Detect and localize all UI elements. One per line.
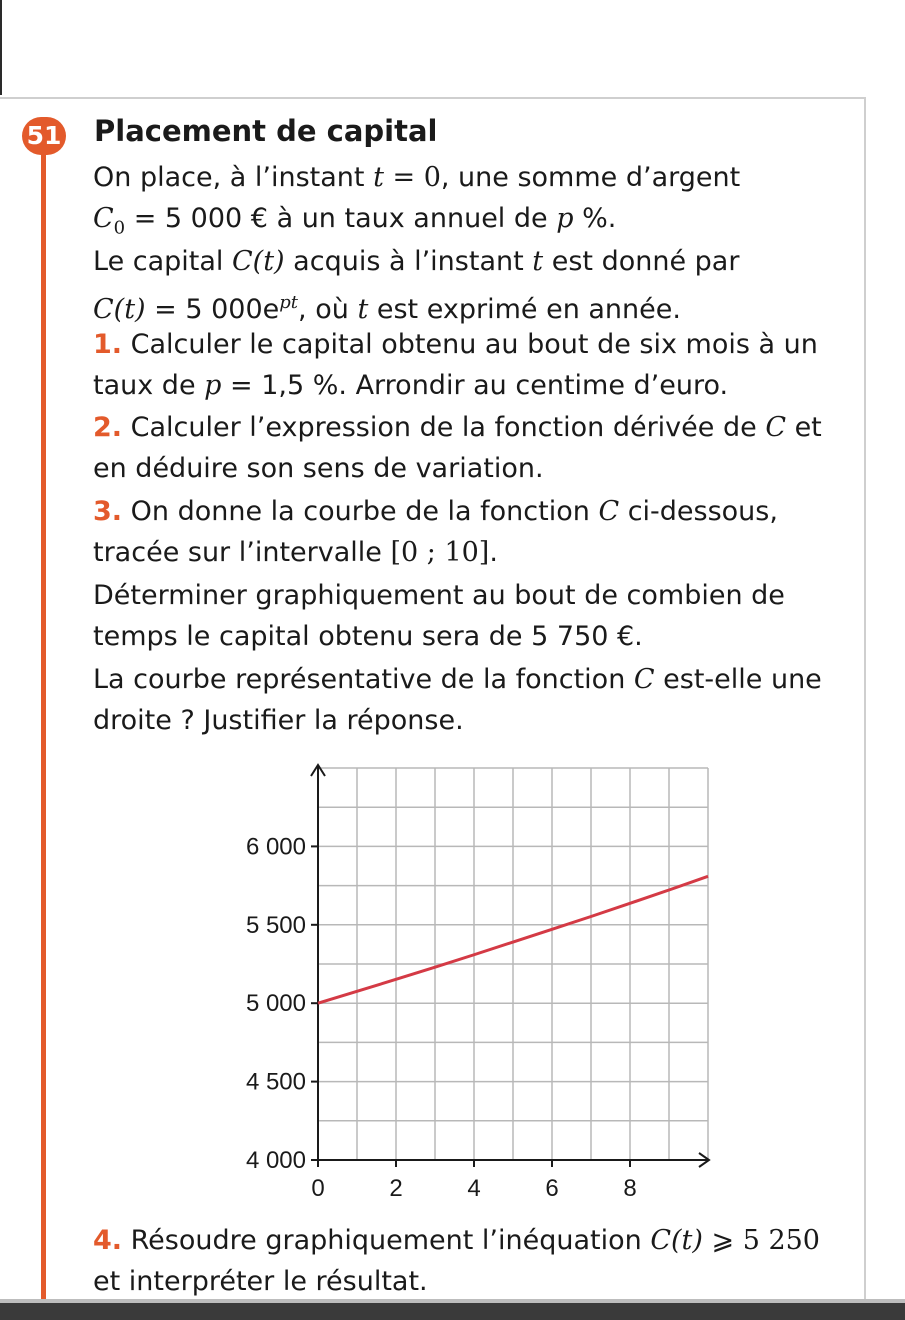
exercise-number-badge: 51 [22,117,66,155]
question-3-line-2 [93,535,498,571]
question-3-line-6 [93,703,464,739]
y-tick-label: 4 500 [245,1068,306,1096]
text-span: . [489,537,498,568]
math-t: t [532,246,544,277]
text-span: Calculer le capital obtenu au bout de six mois à un [122,329,818,360]
text-span: taux de [93,370,205,401]
text-span: acquis à l’instant [284,246,533,277]
question-1-line-1 [93,327,818,363]
text-line-4 [93,285,681,328]
chart-x-ticks [311,1160,636,1202]
chart-grid [318,768,708,1160]
frame-top-line [0,97,866,99]
question-2-line-1 [93,410,822,446]
text-span: est donné par [543,246,740,277]
question-4-line-1 [93,1223,820,1259]
x-tick-label: 6 [545,1175,559,1202]
math-sup: pt [279,292,299,313]
question-4-line-2 [93,1264,428,1300]
x-tick-label: 0 [311,1175,325,1202]
text-span: = 5 000e [145,294,280,325]
text-span: Le capital [93,246,233,277]
frame-right-line [864,97,866,1302]
text-span: . Arrondir au centime d’euro. [338,370,729,401]
y-tick-label: 6 000 [245,833,306,861]
question-3-line-1 [93,494,778,530]
math-c: C [93,203,114,234]
text-span: On place, à l’instant [93,162,374,193]
question-number: 1. [93,329,123,360]
text-span: , où [298,294,358,325]
text-span: en déduire son sens de variation. [93,453,544,484]
text-span: La courbe représentative de la fonction [93,664,634,695]
math-p: p [204,370,222,401]
text-span: est exprimé en année. [368,294,681,325]
text-span: %. [573,203,617,234]
exercise-title: Placement de capital [94,114,438,148]
text-span: Calculer l’expression de la fonction dérivée de [122,412,766,443]
math-ct: C(t) [232,246,285,277]
bottom-band [0,1303,905,1320]
text-span: et interpréter le résultat. [93,1266,428,1297]
y-tick-label: 5 500 [245,911,306,939]
question-number: 4. [93,1225,123,1256]
math-c: C [765,412,786,443]
text-span: Résoudre graphiquement l’inéquation [122,1225,651,1256]
text-span: et [785,412,822,443]
capital-chart [200,760,740,1210]
chart-axes [311,765,709,1167]
math-c: C [633,664,655,695]
interval: [0 ; 10] [390,537,490,568]
math-ct: C(t) [93,294,146,325]
text-span: , une somme d’argent [440,162,741,193]
question-3-line-5 [93,662,822,698]
math-eq: = 0 [383,162,441,193]
text-span: est-elle une [654,664,822,695]
math-c: C [598,496,620,527]
question-number: 3. [93,496,123,527]
x-tick-label: 4 [467,1175,481,1202]
math-t: t [357,294,369,325]
text-span: droite ? Justifier la réponse. [93,705,464,736]
text-line-1 [93,160,740,196]
math-p: p [556,203,574,234]
text-span: Déterminer graphiquement au bout de combien de [93,580,785,611]
text-span: tracée sur l’intervalle [93,537,391,568]
text-span: ci-dessous, [619,496,778,527]
text-line-2 [93,201,616,246]
text-line-3 [93,244,739,280]
y-tick-label: 4 000 [245,1147,306,1174]
math-ct: C(t) [650,1225,703,1256]
inequality: ⩾ 5 250 [702,1225,820,1256]
x-tick-label: 2 [389,1175,403,1202]
left-edge-mark [0,0,2,95]
text-span: = 1,5 % [221,370,339,401]
chart-y-ticks [246,833,318,1174]
y-tick-label: 5 000 [245,990,306,1018]
text-span: à un taux annuel de [267,203,557,234]
math-sub: 0 [113,217,126,239]
x-tick-label: 8 [623,1175,637,1202]
text-span: = 5 000 € [125,203,268,234]
question-3-line-4 [93,619,643,655]
question-3-line-3 [93,578,785,614]
exercise-side-bar [41,150,46,1300]
text-span: temps le capital obtenu sera de 5 750 €. [93,621,643,652]
question-number: 2. [93,412,123,443]
question-2-line-2 [93,451,544,487]
math-t: t [373,162,384,193]
question-1-line-2 [93,368,728,404]
text-span: On donne la courbe de la fonction [122,496,599,527]
